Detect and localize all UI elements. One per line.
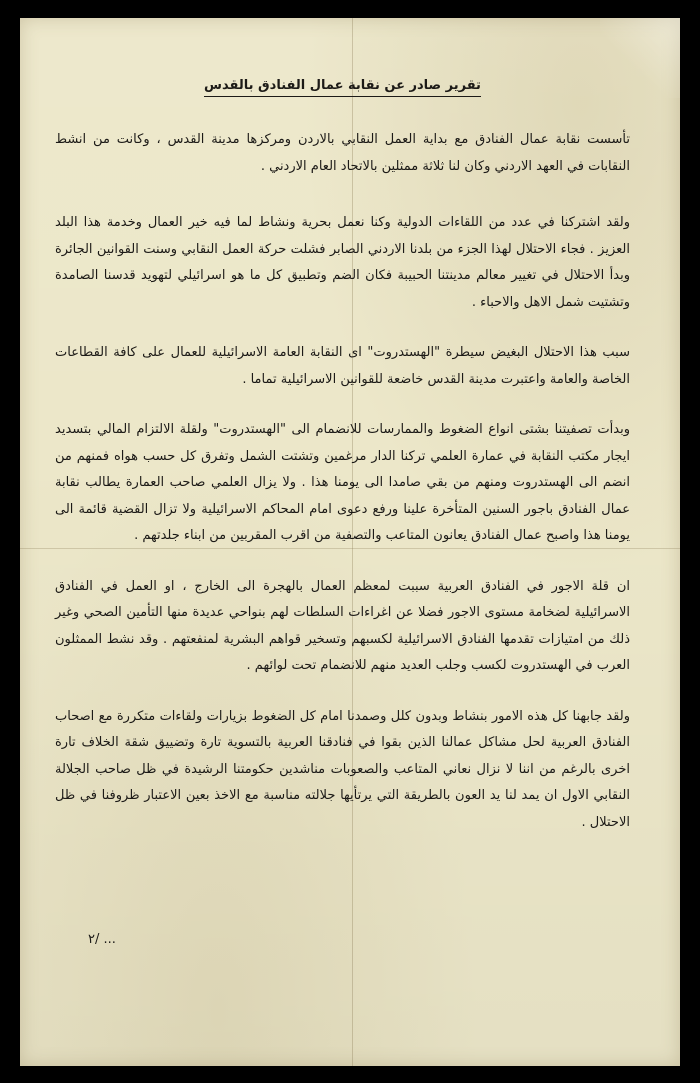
paragraph-pressures: وبدأت تصفيتنا بشتى انواع الضغوط والممارسات للانضمام الى "الهستدروت" ولقلة الالتزام المالي بتسديد ايجار مكتب النقابة في عمارة العلمي تركنا الدار مرغمين وتشتت الشمل وتفرق كل حسب هواه فمنهم من انضم الى الهستدروت ومنهم من بقي صامدا الى يومنا هذا . ولا يزال العلمي صاحب العمارة يطالب نقابة عمال الفنادق باجور السنين المتأخرة علينا ورفع دعوى امام المحاكم الاسرائيلية ولا تزال القضية قائمة الى يومنا هذا واصبح عمال الفنادق يعانون المتاعب والتصفية من اقرب المقربين من ابناء جلدتهم . xyxy=(55,422,630,543)
paragraph-resistance: ولقد جابهنا كل هذه الامور بنشاط وبدون كلل وصمدنا امام كل الضغوط بزيارات ولقاءات متكررة مع اصحاب الفنادق العربية لحل مشاكل عمالنا الذين بقوا في فنادقنا العربية بالتسوية تارة وتضييق شقة الخلاف تارة اخرى بالرغم من اننا لا نزال نعاني المتاعب والصعوبات مناشدين حكومتنا الرشيدة في ظل صاحب الجلالة النقابي الاول ان يمد لنا يد العون بالطريقة التي يرتأيها جلالته مناسبة مع الاخذ بعين الاعتبار ظروفنا في ظل الاحتلال . xyxy=(55,708,630,830)
page-continuation-marker: ٢/ ... xyxy=(88,932,116,947)
paragraph-wages: ان قلة الاجور في الفنادق العربية سببت لمعظم العمال بالهجرة الى الخارج ، او العمل في الفنادق الاسرائيلية لضخامة مستوى الاجور فضلا عن اغراءات السلطات لهم بنواحي عديدة منها التأمين الصحي وغير ذلك من امتيازات تقدمها الفنادق الاسرائيلية لكسبهم وتسخير قواهم البشرية لمنفعتهم . وقد نشط الممثلون العرب في الهستدروت لكسب وجلب العديد منهم للانضمام تحت لوائهم . xyxy=(55,578,630,673)
paragraph-histadrut: سبب هذا الاحتلال البغيض سيطرة "الهستدروت" اى النقابة العامة الاسرائيلية للعمال على كافة القطاعات الخاصة والعامة واعتبرت مدينة القدس خاضعة للقوانين الاسرائيلية تماما . xyxy=(55,345,630,387)
document-title-wrapper xyxy=(55,78,630,93)
paragraph-founding: تأسست نقابة عمال الفنادق مع بداية العمل النقابي بالاردن ومركزها مدينة القدس ، وكانت من انشط النقابات في العهد الاردني وكان لنا ثلاثة ممثلين بالاتحاد العام الاردني . xyxy=(55,132,630,174)
paragraph-occupation: ولقد اشتركنا في عدد من اللقاءات الدولية وكنا نعمل بحرية ونشاط لما فيه خير العمال وخدمة هذا البلد العزيز . فجاء الاحتلال لهذا الجزء من بلدنا الاردني الصابر فشلت حركة العمل النقابي وسنت القوانين الجائرة وبدأ الاحتلال في تغيير معالم مدينتنا الحبيبة فكان الضم وتطبيق كل ما هو اسرائيلي لتهويد قدسنا الصامدة وتشتيت شمل الاهل والاحباء . xyxy=(55,215,630,310)
document-body xyxy=(55,70,630,860)
document-title: تقرير صادر عن نقابة عمال الفنادق بالقدس xyxy=(204,78,481,97)
